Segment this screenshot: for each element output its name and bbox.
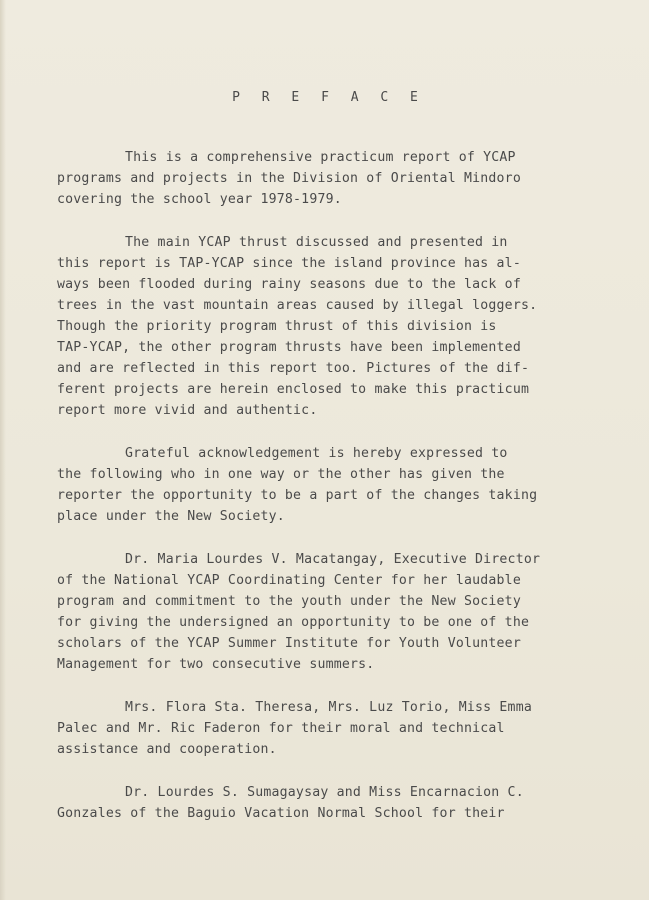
text-line: for giving the undersigned an opportunity to be one of the: [57, 615, 530, 630]
text-line: Dr. Maria Lourdes V. Macatangay, Executive Director: [125, 552, 541, 567]
text-line: and are reflected in this report too. Pictures of the dif-: [57, 361, 530, 376]
text-line: TAP-YCAP, the other program thrusts have been implemented: [57, 340, 521, 355]
text-line: Mrs. Flora Sta. Theresa, Mrs. Luz Torio, Miss Emma: [125, 700, 532, 715]
text-line: covering the school year 1978-1979.: [57, 192, 342, 207]
text-line: assistance and cooperation.: [57, 742, 277, 757]
text-line: programs and projects in the Division of Oriental Mindoro: [57, 171, 521, 186]
text-line: of the National YCAP Coordinating Center for her laudable: [57, 573, 521, 588]
paragraph-acknowledgement: [57, 443, 587, 527]
paragraph-sumagaysay: [57, 782, 587, 824]
text-line: Palec and Mr. Ric Faderon for their moral and technical: [57, 721, 505, 736]
text-line: Management for two consecutive summers.: [57, 657, 375, 672]
paragraph-intro: [57, 147, 587, 210]
preface-body: [57, 147, 587, 846]
text-line: ferent projects are herein enclosed to make this practicum: [57, 382, 530, 397]
page-shadow-edge: [0, 0, 6, 900]
text-line: report more vivid and authentic.: [57, 403, 318, 418]
text-line: The main YCAP thrust discussed and presented in: [125, 235, 508, 250]
text-line: Grateful acknowledgement is hereby expressed to: [125, 446, 508, 461]
paragraph-macatangay: [57, 549, 587, 675]
text-line: trees in the vast mountain areas caused by illegal loggers.: [57, 298, 538, 313]
text-line: the following who in one way or the other has given the: [57, 467, 505, 482]
text-line: Dr. Lourdes S. Sumagaysay and Miss Encarnacion C.: [125, 785, 524, 800]
text-line: program and commitment to the youth under the New Society: [57, 594, 521, 609]
text-line: Though the priority program thrust of this division is: [57, 319, 497, 334]
text-line: place under the New Society.: [57, 509, 285, 524]
paragraph-theresa: [57, 697, 587, 760]
text-line: ways been flooded during rainy seasons due to the lack of: [57, 277, 521, 292]
text-line: Gonzales of the Baguio Vacation Normal School for their: [57, 806, 505, 821]
paragraph-main-thrust: [57, 232, 587, 421]
text-line: scholars of the YCAP Summer Institute for Youth Volunteer: [57, 636, 521, 651]
text-line: This is a comprehensive practicum report of YCAP: [125, 150, 516, 165]
text-line: this report is TAP-YCAP since the island province has al-: [57, 256, 521, 271]
text-line: reporter the opportunity to be a part of the changes taking: [57, 488, 538, 503]
preface-title: P R E F A C E: [232, 90, 425, 105]
